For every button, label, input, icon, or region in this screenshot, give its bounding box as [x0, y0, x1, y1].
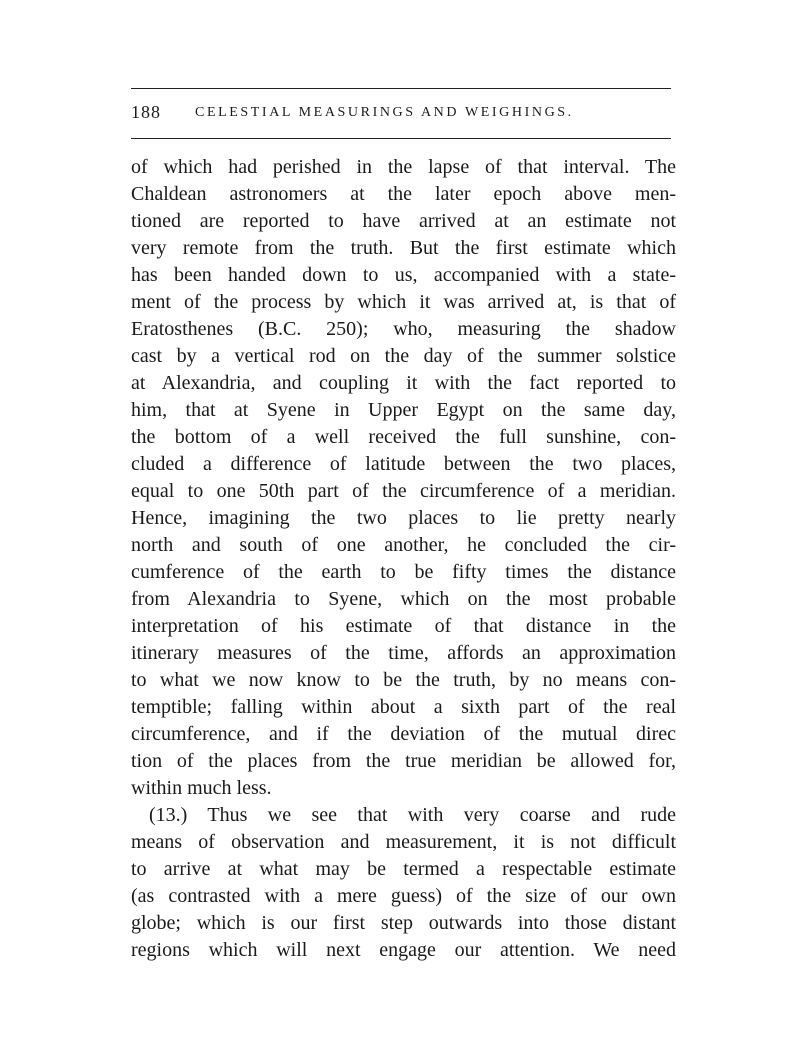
text-line: (as contrasted with a mere guess) of the size of our own: [131, 885, 676, 907]
text-line: to arrive at what may be termed a respectable estimate: [131, 858, 676, 880]
header-rule-bottom: [131, 138, 671, 139]
text-line: circumference, and if the deviation of the mutual direc: [131, 723, 676, 745]
text-line: means of observation and measurement, it is not difficult: [131, 831, 676, 853]
text-line: Hence, imagining the two places to lie pretty nearly: [131, 507, 676, 529]
page-number: 188: [131, 102, 161, 122]
text-line: interpretation of his estimate of that distance in the: [131, 615, 676, 637]
text-line: itinerary measures of the time, affords an approximation: [131, 642, 676, 664]
text-line: equal to one 50th part of the circumference of a meridian.: [131, 480, 676, 502]
text-line: north and south of one another, he concluded the cir-: [131, 534, 676, 556]
text-line: very remote from the truth. But the first estimate which: [131, 237, 676, 259]
text-line: has been handed down to us, accompanied with a state-: [131, 264, 676, 286]
body-text: [131, 154, 676, 964]
text-line: cluded a difference of latitude between the two places,: [131, 453, 676, 475]
text-line: cumference of the earth to be fifty times the distance: [131, 561, 676, 583]
text-line: Eratosthenes (B.C. 250); who, measuring the shadow: [131, 318, 676, 340]
text-line: temptible; falling within about a sixth part of the real: [131, 696, 676, 718]
text-line: to what we now know to be the truth, by no means con-: [131, 669, 676, 691]
running-header: [131, 102, 671, 126]
text-line: of which had perished in the lapse of that interval. The: [131, 156, 676, 178]
text-line: at Alexandria, and coupling it with the fact reported to: [131, 372, 676, 394]
text-line: him, that at Syene in Upper Egypt on the same day,: [131, 399, 676, 421]
text-line: from Alexandria to Syene, which on the most probable: [131, 588, 676, 610]
text-line: ment of the process by which it was arrived at, is that of: [131, 291, 676, 313]
text-line: regions which will next engage our attention. We need: [131, 939, 676, 961]
text-line: the bottom of a well received the full sunshine, con-: [131, 426, 676, 448]
text-line: Chaldean astronomers at the later epoch above men-: [131, 183, 676, 205]
header-rule-top: [131, 88, 671, 89]
text-line: globe; which is our first step outwards into those distant: [131, 912, 676, 934]
text-line: tioned are reported to have arrived at an estimate not: [131, 210, 676, 232]
paragraph-start-line: (13.) Thus we see that with very coarse and rude: [149, 804, 676, 826]
paragraph-end-line: within much less.: [131, 777, 272, 799]
text-line: tion of the places from the true meridian be allowed for,: [131, 750, 676, 772]
text-line: cast by a vertical rod on the day of the summer solstice: [131, 345, 676, 367]
running-title: CELESTIAL MEASURINGS AND WEIGHINGS.: [195, 105, 574, 120]
